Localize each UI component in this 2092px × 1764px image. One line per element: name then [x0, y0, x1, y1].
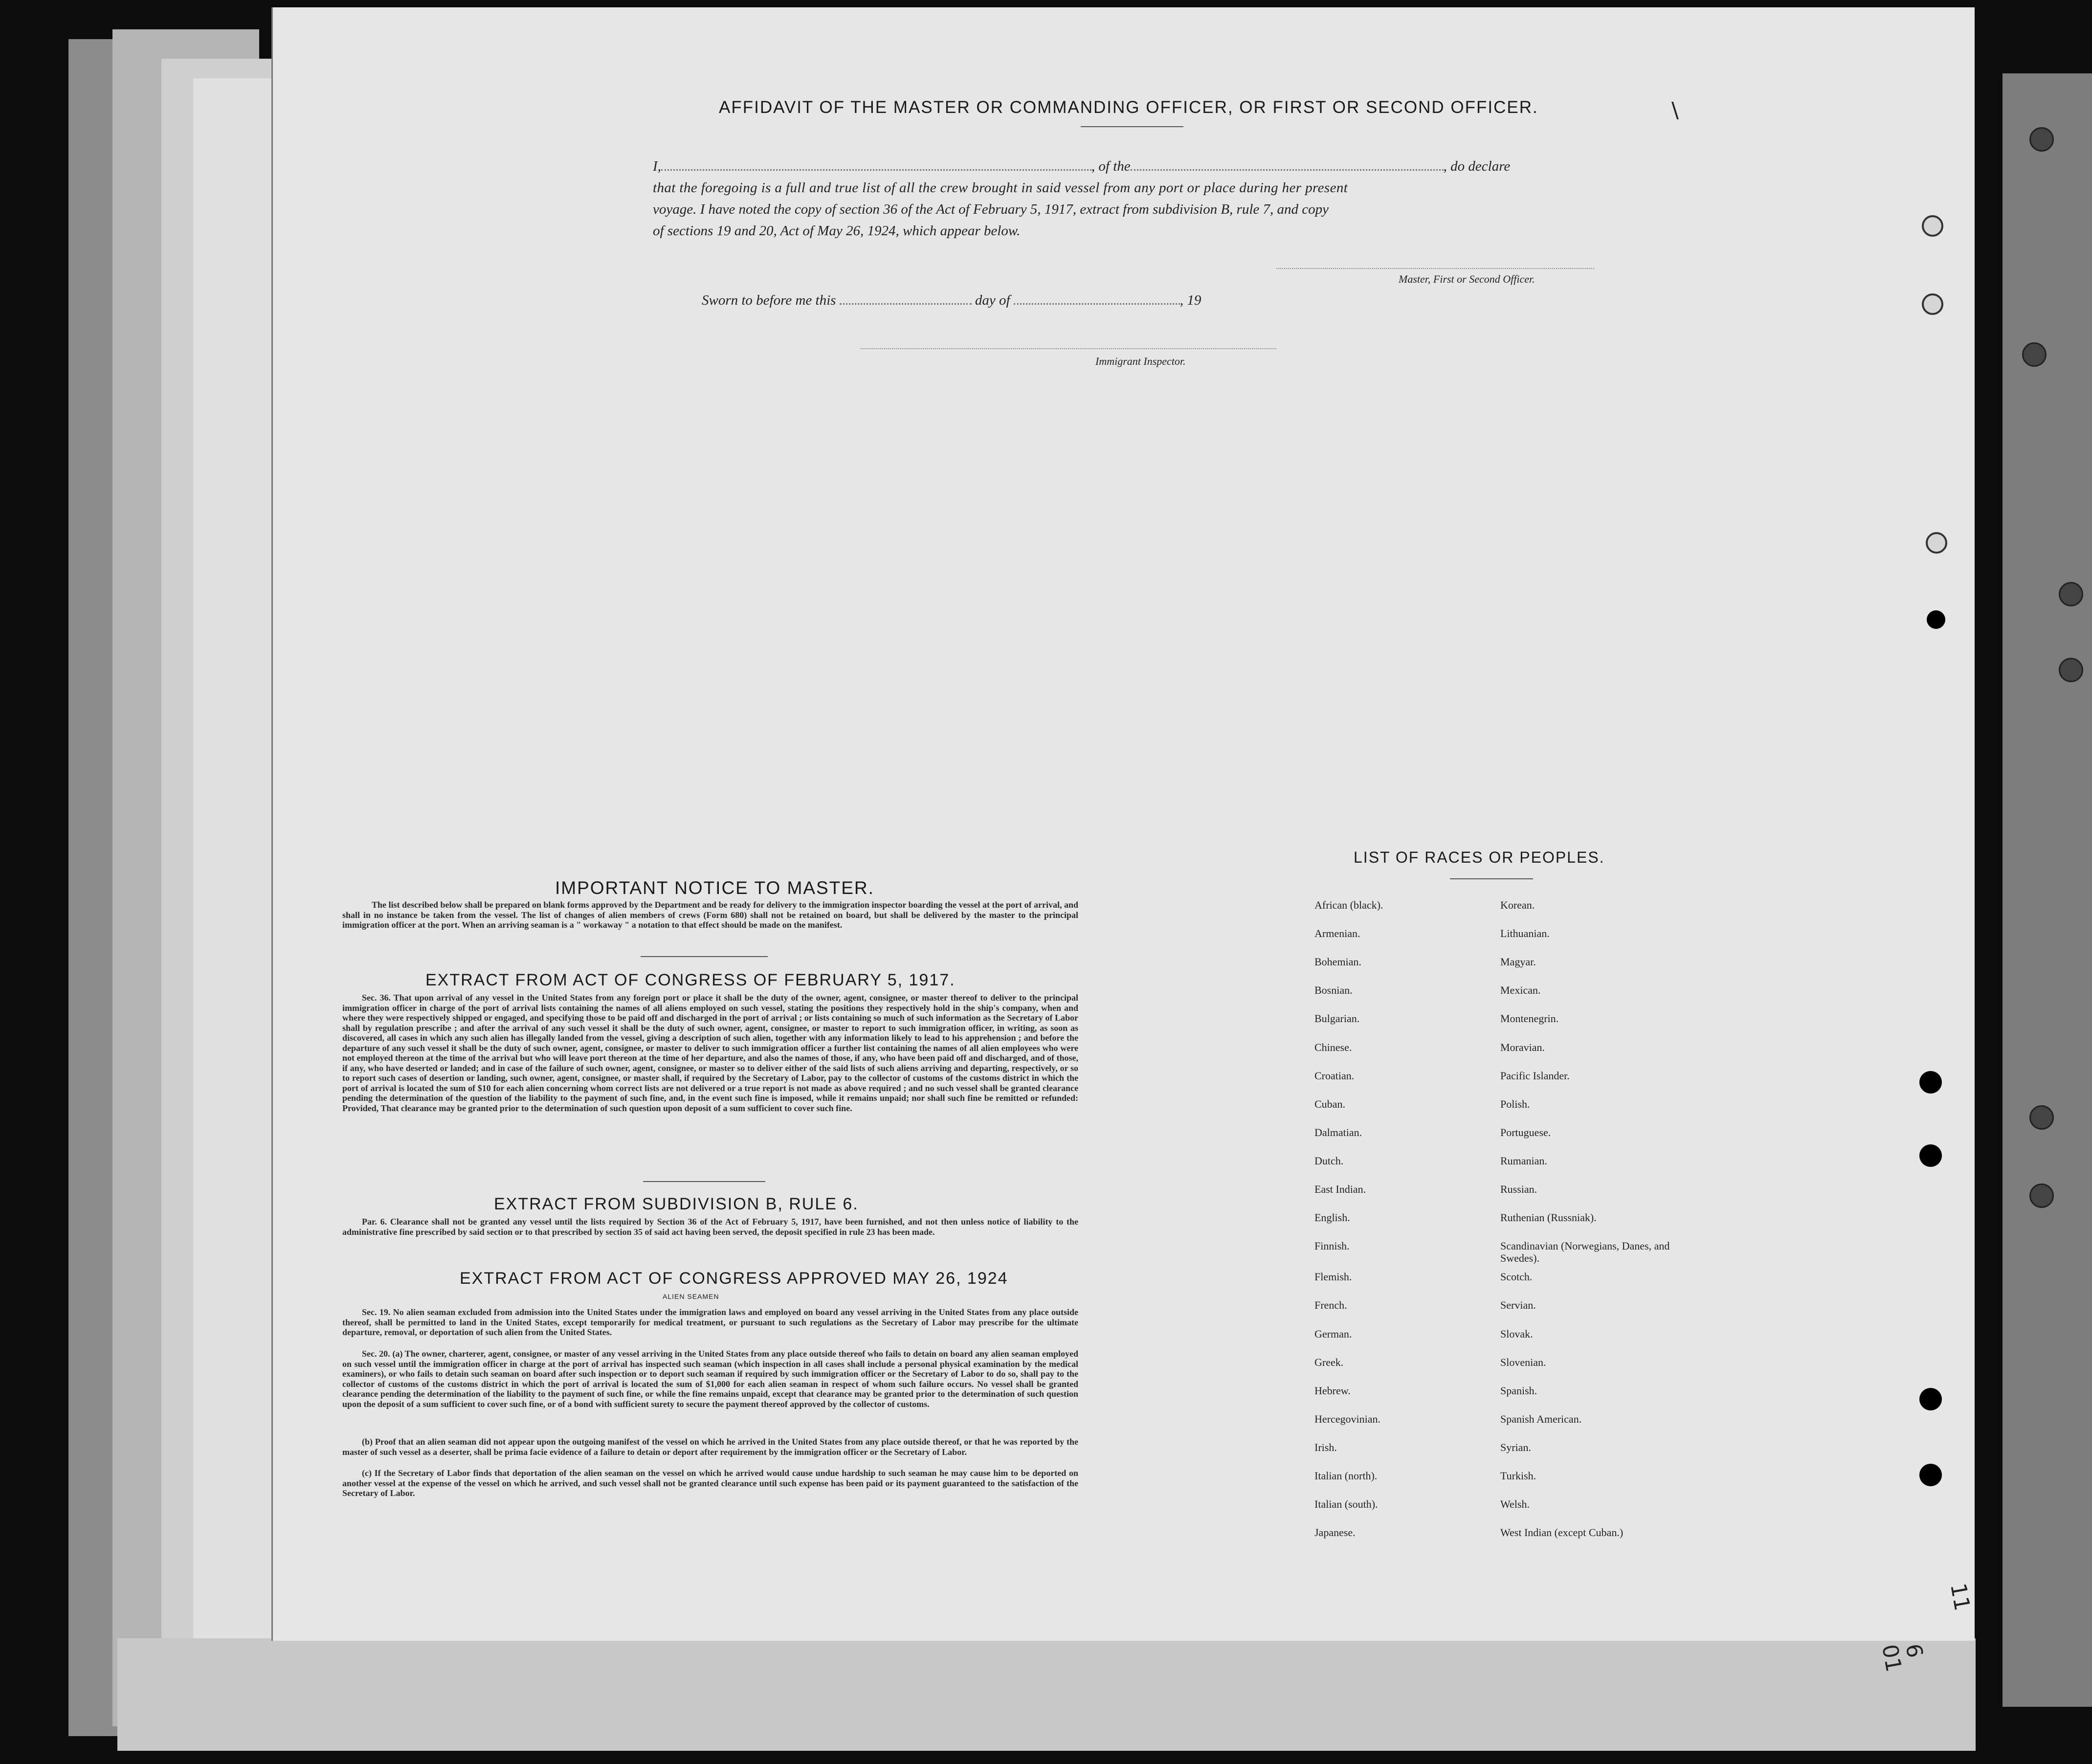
sworn-day-blank[interactable] [840, 303, 972, 305]
race-item: Syrian. [1500, 1441, 1531, 1453]
race-item: Magyar. [1500, 956, 1536, 968]
race-item: Dutch. [1314, 1155, 1344, 1167]
notice-body: The list described below shall be prepared on blank forms approved by the Department and be ready for delivery to the immigration inspector boarding the vessel at the port of arrival, and shall in no instance be taken from the vessel. The list of changes of alien members of crews (Form 680) shall not be retained on board, but shall be delivered by the master to the principal immigration officer at the port. When an arriving seaman is a " workaway " a notation to that effect should be made on the manifest. [342, 900, 1078, 930]
race-item: Spanish American. [1500, 1413, 1582, 1425]
race-item: Croatian. [1314, 1070, 1355, 1082]
race-item: Cuban. [1314, 1098, 1345, 1110]
race-item: Russian. [1500, 1183, 1537, 1195]
inspector-signature-blank[interactable] [861, 348, 1276, 349]
binder-hole-icon [2029, 1183, 2054, 1208]
margin-mark: 01 [1877, 1642, 1906, 1674]
race-item: Greek. [1314, 1356, 1344, 1368]
affidavit-text-line: voyage. I have noted the copy of section 36 of the Act of February 5, 1917, extract from subdivision B, rule 7, and copy [653, 201, 1329, 217]
binder-hole-icon [2029, 1105, 2054, 1130]
notice-title: IMPORTANT NOTICE TO MASTER. [555, 878, 874, 898]
day-of-label: day of [975, 292, 1010, 308]
race-item: Hebrew. [1314, 1384, 1351, 1397]
race-item: Lithuanian. [1500, 927, 1550, 939]
vessel-blank[interactable] [1131, 169, 1444, 171]
punch-hole-icon [1919, 1388, 1942, 1410]
binder-hole-icon [2022, 342, 2047, 367]
year-label: , 19 [1180, 292, 1202, 308]
punch-hole-icon [1927, 610, 1945, 629]
punch-hole-icon [1919, 1464, 1942, 1486]
inspector-signature-label: Immigrant Inspector. [1095, 355, 1186, 367]
declare-i-label: I, [653, 158, 661, 174]
race-item: Turkish. [1500, 1470, 1536, 1482]
race-item: German. [1314, 1328, 1352, 1340]
race-item: Scotch. [1500, 1271, 1533, 1283]
master-signature-label: Master, First or Second Officer. [1399, 273, 1535, 285]
race-item: Bulgarian. [1314, 1012, 1360, 1025]
divider [643, 1181, 765, 1182]
punch-hole-icon [1919, 1144, 1942, 1167]
race-item: Dalmatian. [1314, 1126, 1362, 1139]
binder-hole-icon [2059, 658, 2083, 682]
race-item: Pacific Islander. [1500, 1070, 1570, 1082]
race-item: Irish. [1314, 1441, 1337, 1453]
race-item: Slovak. [1500, 1328, 1533, 1340]
extract-rule6-body: Par. 6. Clearance shall not be granted any vessel until the lists required by Section 36 of the Act of February 5, 1917, have been furnished, and not then unless notice of liability to the administrative fine prescribed by said section or to that prescribed by section 35 of said act having been served, the deposit specified in rule 23 has been made. [342, 1217, 1078, 1237]
race-item: Bosnian. [1314, 984, 1353, 996]
do-declare-label: , do declare [1443, 158, 1511, 174]
race-item: Armenian. [1314, 927, 1360, 939]
divider [1450, 878, 1533, 879]
margin-mark: 6 [1900, 1642, 1928, 1660]
punch-hole-icon [1922, 215, 1943, 237]
master-signature-blank[interactable] [1276, 268, 1594, 269]
race-item: Italian (south). [1314, 1498, 1378, 1510]
races-title: LIST OF RACES OR PEOPLES. [1354, 849, 1605, 866]
divider [641, 956, 768, 957]
race-item: French. [1314, 1299, 1347, 1311]
binder-hole-icon [2029, 127, 2054, 152]
race-item: Portuguese. [1500, 1126, 1551, 1139]
extract-1924-sec20b: (b) Proof that an alien seaman did not appear upon the outgoing manifest of the vessel on which he arrived in the United States from any place outside thereof, or that he was reported by the master of such vessel as a deserter, shall be prima facie evidence of a failure to detain or deport after requirement by the immigration officer or the Secretary of Labor. [342, 1437, 1078, 1457]
extract-rule6-title: EXTRACT FROM SUBDIVISION B, RULE 6. [494, 1195, 859, 1213]
next-page-edge [2003, 73, 2092, 1707]
margin-mark: 11 [1945, 1581, 1975, 1613]
extract-1917-body: Sec. 36. That upon arrival of any vessel in the United States from any foreign port or place it shall be the duty of the owner, agent, consignee, or master thereof to deliver to the principal immigration officer in charge of the port of arrival lists containing the names of all aliens employed on such vessel, stating the positions they respectively hold in the ship's company, when and where they were respectively shipped or engaged, and specifying those to be paid off and discharged in the port of arrival ; or lists containing so much of such information as the Secretary of Labor shall by regulation prescribe ; and after the arrival of any such vessel it shall be the duty of such owner, agent, consignee, or master to report to such immigration officer, in writing, as soon as discovered, all cases in which any such alien has illegally landed from the vessel, giving a description of such alien, together with any information likely to lead to his apprehension ; and before the departure of any such vessel it shall be the duty of such owner, agent, consignee, or master to deliver to such immigration officer a further list containing the names of all alien employees who were not employed thereon at the time of the arrival but who will leave port thereon at the time of her departure, and also the names of those, if any, who have been paid off and discharged, and of those, if any, who have deserted or landed; and in case of the failure of such owner, agent, consignee, or master so to deliver either of the said lists of such aliens arriving and departing, respectively, or so to report such cases of desertion or landing, such owner, agent, consignee, or master shall, if required by the Secretary of Labor, pay to the collector of customs of the customs district in which the port of arrival is located the sum of $10 for each alien concerning whom correct lists are not delivered or a true report is not made as above required ; and no such vessel shall be granted clearance pending the determination of the question of the liability to the payment of such fine, and, in the event such fine is imposed, while it remains unpaid; nor shall such fine be remitted or refunded: Provided, That clearance may be granted prior to the determination of such question upon deposit of a sum sufficient to cover such fine. [342, 993, 1078, 1113]
race-item: Polish. [1500, 1098, 1530, 1110]
punch-hole-icon [1919, 1071, 1942, 1094]
race-item: East Indian. [1314, 1183, 1366, 1195]
extract-1924-sec20a: Sec. 20. (a) The owner, charterer, agent, consignee, or master of any vessel arriving in the United States from any place outside thereof who fails to detain on board any alien seaman employed on such vessel until the immigration officer in charge at the port of arrival has inspected such seaman (which inspection in all cases shall include a personal physical examination by the medical examiners), or who fails to detain such seaman on board after such inspection or to deport such seaman if required by such immigration officer or the Secretary of Labor to do so, shall pay to the collector of customs of the customs district in which the port of arrival is located the sum of $1,000 for each alien seaman in respect of whom such failure occurs. No vessel shall be granted clearance pending the determination of the liability to the payment of such fine, or while the fine remains unpaid, except that clearance may be granted prior to the determination of such question upon the deposit of a sum sufficient to cover such fine, or of a bond with sufficient surety to secure the payment thereof approved by the collector of customs. [342, 1349, 1078, 1409]
name-blank[interactable] [661, 169, 1091, 171]
extract-1924-title: EXTRACT FROM ACT OF CONGRESS APPROVED MAY 26, 1924 [460, 1269, 1008, 1288]
race-item: Bohemian. [1314, 956, 1361, 968]
race-item: Italian (north). [1314, 1470, 1378, 1482]
race-item: Scandinavian (Norwegians, Danes, and Swedes). [1500, 1240, 1670, 1264]
race-item: Korean. [1500, 899, 1535, 911]
extract-1924-sec20c: (c) If the Secretary of Labor finds that deportation of the alien seaman on the vessel on which he arrived would cause undue hardship to such seaman he may cause him to be deported on another vessel at the expense of the vessel on which he arrived, and such vessel shall not be granted clearance until such expense has been paid or its payment guaranteed to the satisfaction of the Secretary of Labor. [342, 1468, 1078, 1498]
race-item: English. [1314, 1211, 1350, 1224]
punch-hole-icon [1922, 293, 1943, 315]
race-item: Rumanian. [1500, 1155, 1547, 1167]
race-item: African (black). [1314, 899, 1383, 911]
of-the-label: , of the [1091, 158, 1131, 174]
race-item: Hercegovinian. [1314, 1413, 1380, 1425]
race-item: Montenegrin. [1500, 1012, 1559, 1025]
affidavit-title: AFFIDAVIT OF THE MASTER OR COMMANDING OFFICER, OR FIRST OR SECOND OFFICER. [719, 98, 1538, 117]
race-item: Ruthenian (Russniak). [1500, 1211, 1597, 1224]
extract-1924-subtitle: ALIEN SEAMEN [663, 1293, 719, 1300]
race-item: Moravian. [1500, 1041, 1545, 1053]
binder-hole-icon [2059, 582, 2083, 606]
race-item: Mexican. [1500, 984, 1541, 996]
race-item: Spanish. [1500, 1384, 1537, 1397]
race-item: Finnish. [1314, 1240, 1350, 1252]
race-item: Slovenian. [1500, 1356, 1546, 1368]
extract-1924-sec19: Sec. 19. No alien seaman excluded from admission into the United States under the immigration laws and employed on board any vessel arriving in the United States from any place outside thereof, shall be permitted to land in the United States, except temporarily for medical treatment, or pursuant to such regulations as the Secretary of Labor may prescribe for the ultimate departure, removal, or deportation of such alien from the United States. [342, 1307, 1078, 1337]
race-item: Servian. [1500, 1299, 1536, 1311]
race-item: West Indian (except Cuban.) [1500, 1526, 1624, 1539]
sworn-month-blank[interactable] [1014, 303, 1180, 305]
divider [1081, 126, 1183, 127]
race-item: Welsh. [1500, 1498, 1530, 1510]
sworn-label: Sworn to before me this [702, 292, 836, 308]
bottom-page-edge [117, 1638, 1976, 1751]
affidavit-text-line: of sections 19 and 20, Act of May 26, 1924, which appear below. [653, 223, 1021, 239]
margin-mark: \ [1671, 98, 1679, 123]
extract-1917-title: EXTRACT FROM ACT OF CONGRESS OF FEBRUARY 5, 1917. [425, 971, 956, 989]
race-item: Chinese. [1314, 1041, 1352, 1053]
affidavit-declaration-line [653, 156, 1611, 177]
sworn-line [702, 292, 1201, 309]
affidavit-text-line: that the foregoing is a full and true list of all the crew brought in said vessel from any port or place during her present [653, 180, 1348, 196]
punch-hole-icon [1926, 532, 1947, 554]
race-item: Japanese. [1314, 1526, 1356, 1539]
race-item: Flemish. [1314, 1271, 1352, 1283]
